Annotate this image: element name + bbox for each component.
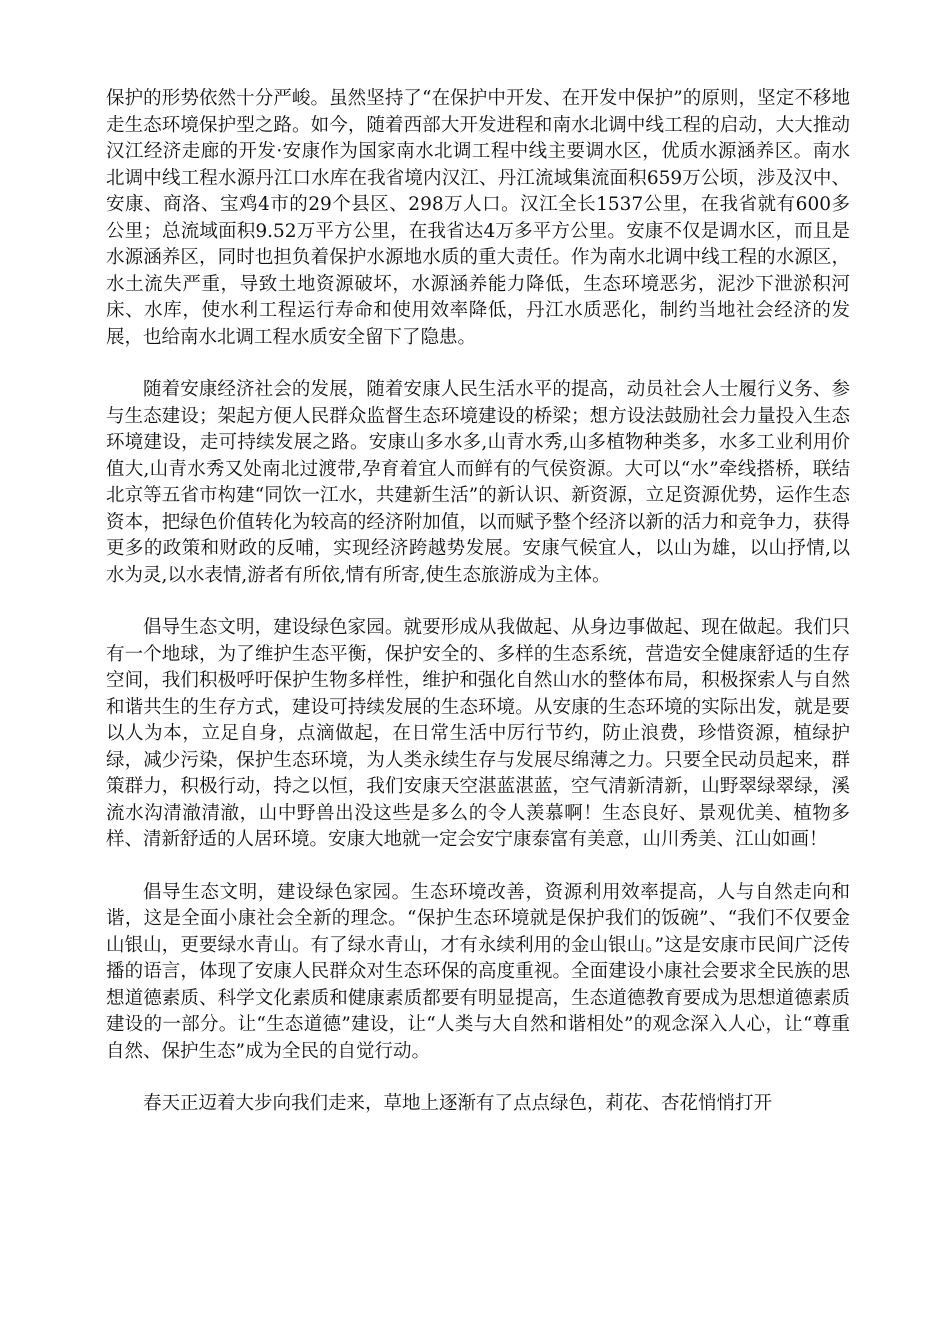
paragraph-5: 春天正迈着大步向我们走来，草地上逐渐有了点点绿色，莉花、杏花悄悄打开	[143, 1093, 773, 1114]
paragraph-2: 随着安康经济社会的发展，随着安康人民生活水平的提高，动员社会人士履行义务、参与生态建设；架起方便人民群众监督生态环境建设的桥梁；想方设法鼓励社会力量投入生态环境建设，走可持续发展之路。安康山多水多,山青水秀,山多植物种类多，水多工业利用价值大,山青水秀又处南北过渡带,孕育着宜人而鲜有的气侯资源。大可以“水”牵线搭桥，联结北京等五省市构建“同饮一江水，共建新生活”的新认识、新资源，立足资源优势，运作生态资本，把绿色价值转化为较高的经济附加值，以而赋予整个经济以新的活力和竞争力，获得更多的政策和财政的反哺，实现经济跨越势发展。安康气候宜人，以山为雄，以山抒情,以水为灵,以水表情,游者有所依,情有所寄,使生态旅游成为主体。	[106, 379, 850, 586]
paragraph-1: 保护的形势依然十分严峻。虽然坚持了“在保护中开发、在开发中保护”的原则，坚定不移地走生态环境保护型之路。如今，随着西部大开发进程和南水北调中线工程的启动，大大推动汉江经济走廊的开发·安康作为国家南水北调工程中线主要调水区，优质水源涵养区。南水北调中线工程水源丹江口水库在我省境内汉江、丹江流域集流面积659万公顷，涉及汉中、安康、商洛、宝鸡4市的29个县区、298万人口。汉江全长1537公里，在我省就有600多公里；总流域面积9.52万平方公里，在我省达4万多平方公里。安康不仅是调水区，而且是水源涵养区，同时也担负着保护水源地水质的重大责任。作为南水北调中线工程的水源区，水土流失严重，导致土地资源破坏，水源涵养能力降低，生态环境恶劣，泥沙下泄淤积河床、水库，使水利工程运行寿命和使用效率降低，丹江水质恶化，制约当地社会经济的发展，也给南水北调工程水质安全留下了隐患。	[106, 88, 850, 348]
paragraph-3: 倡导生态文明，建设绿色家园。就要形成从我做起、从身边事做起、现在做起。我们只有一个地球，为了维护生态平衡，保护安全的、多样的生态系统，营造安全健康舒适的生存空间，我们积极呼吁保护生物多样性，维护和强化自然山水的整体布局，积极探索人与自然和谐共生的生存方式，建设可持续发展的生态环境。从安康的生态环境的实际出发，就是要以人为本，立足自身，点滴做起，在日常生活中厉行节约，防止浪费，珍惜资源，植绿护绿，减少污染，保护生态环境，为人类永续生存与发展尽绵薄之力。只要全民动员起来，群策群力，积极行动，持之以恒，我们安康天空湛蓝湛蓝，空气清新清新，山野翠绿翠绿，溪流水沟清澈清澈，山中野兽出没这些是多么的令人羡慕啊！生态良好、景观优美、植物多样、清新舒适的人居环境。安康大地就一定会安宁康泰富有美意，山川秀美、江山如画！	[106, 617, 850, 850]
paragraph-4: 倡导生态文明，建设绿色家园。生态环境改善，资源利用效率提高，人与自然走向和谐，这是全面小康社会全新的理念。“保护生态环境就是保护我们的饭碗”、“我们不仅要金山银山，更要绿水青山。有了绿水青山，才有永续利用的金山银山。”这是安康市民间广泛传播的语言，体现了安康人民群众对生态环保的高度重视。全面建设小康社会要求全民族的思想道德素质、科学文化素质和健康素质都要有明显提高，生态道德教育要成为思想道德素质建设的一部分。让“生态道德”建设，让“人类与大自然和谐相处”的观念深入人心，让“尊重自然、保护生态”成为全民的自觉行动。	[106, 881, 850, 1062]
document-page	[106, 86, 850, 1144]
